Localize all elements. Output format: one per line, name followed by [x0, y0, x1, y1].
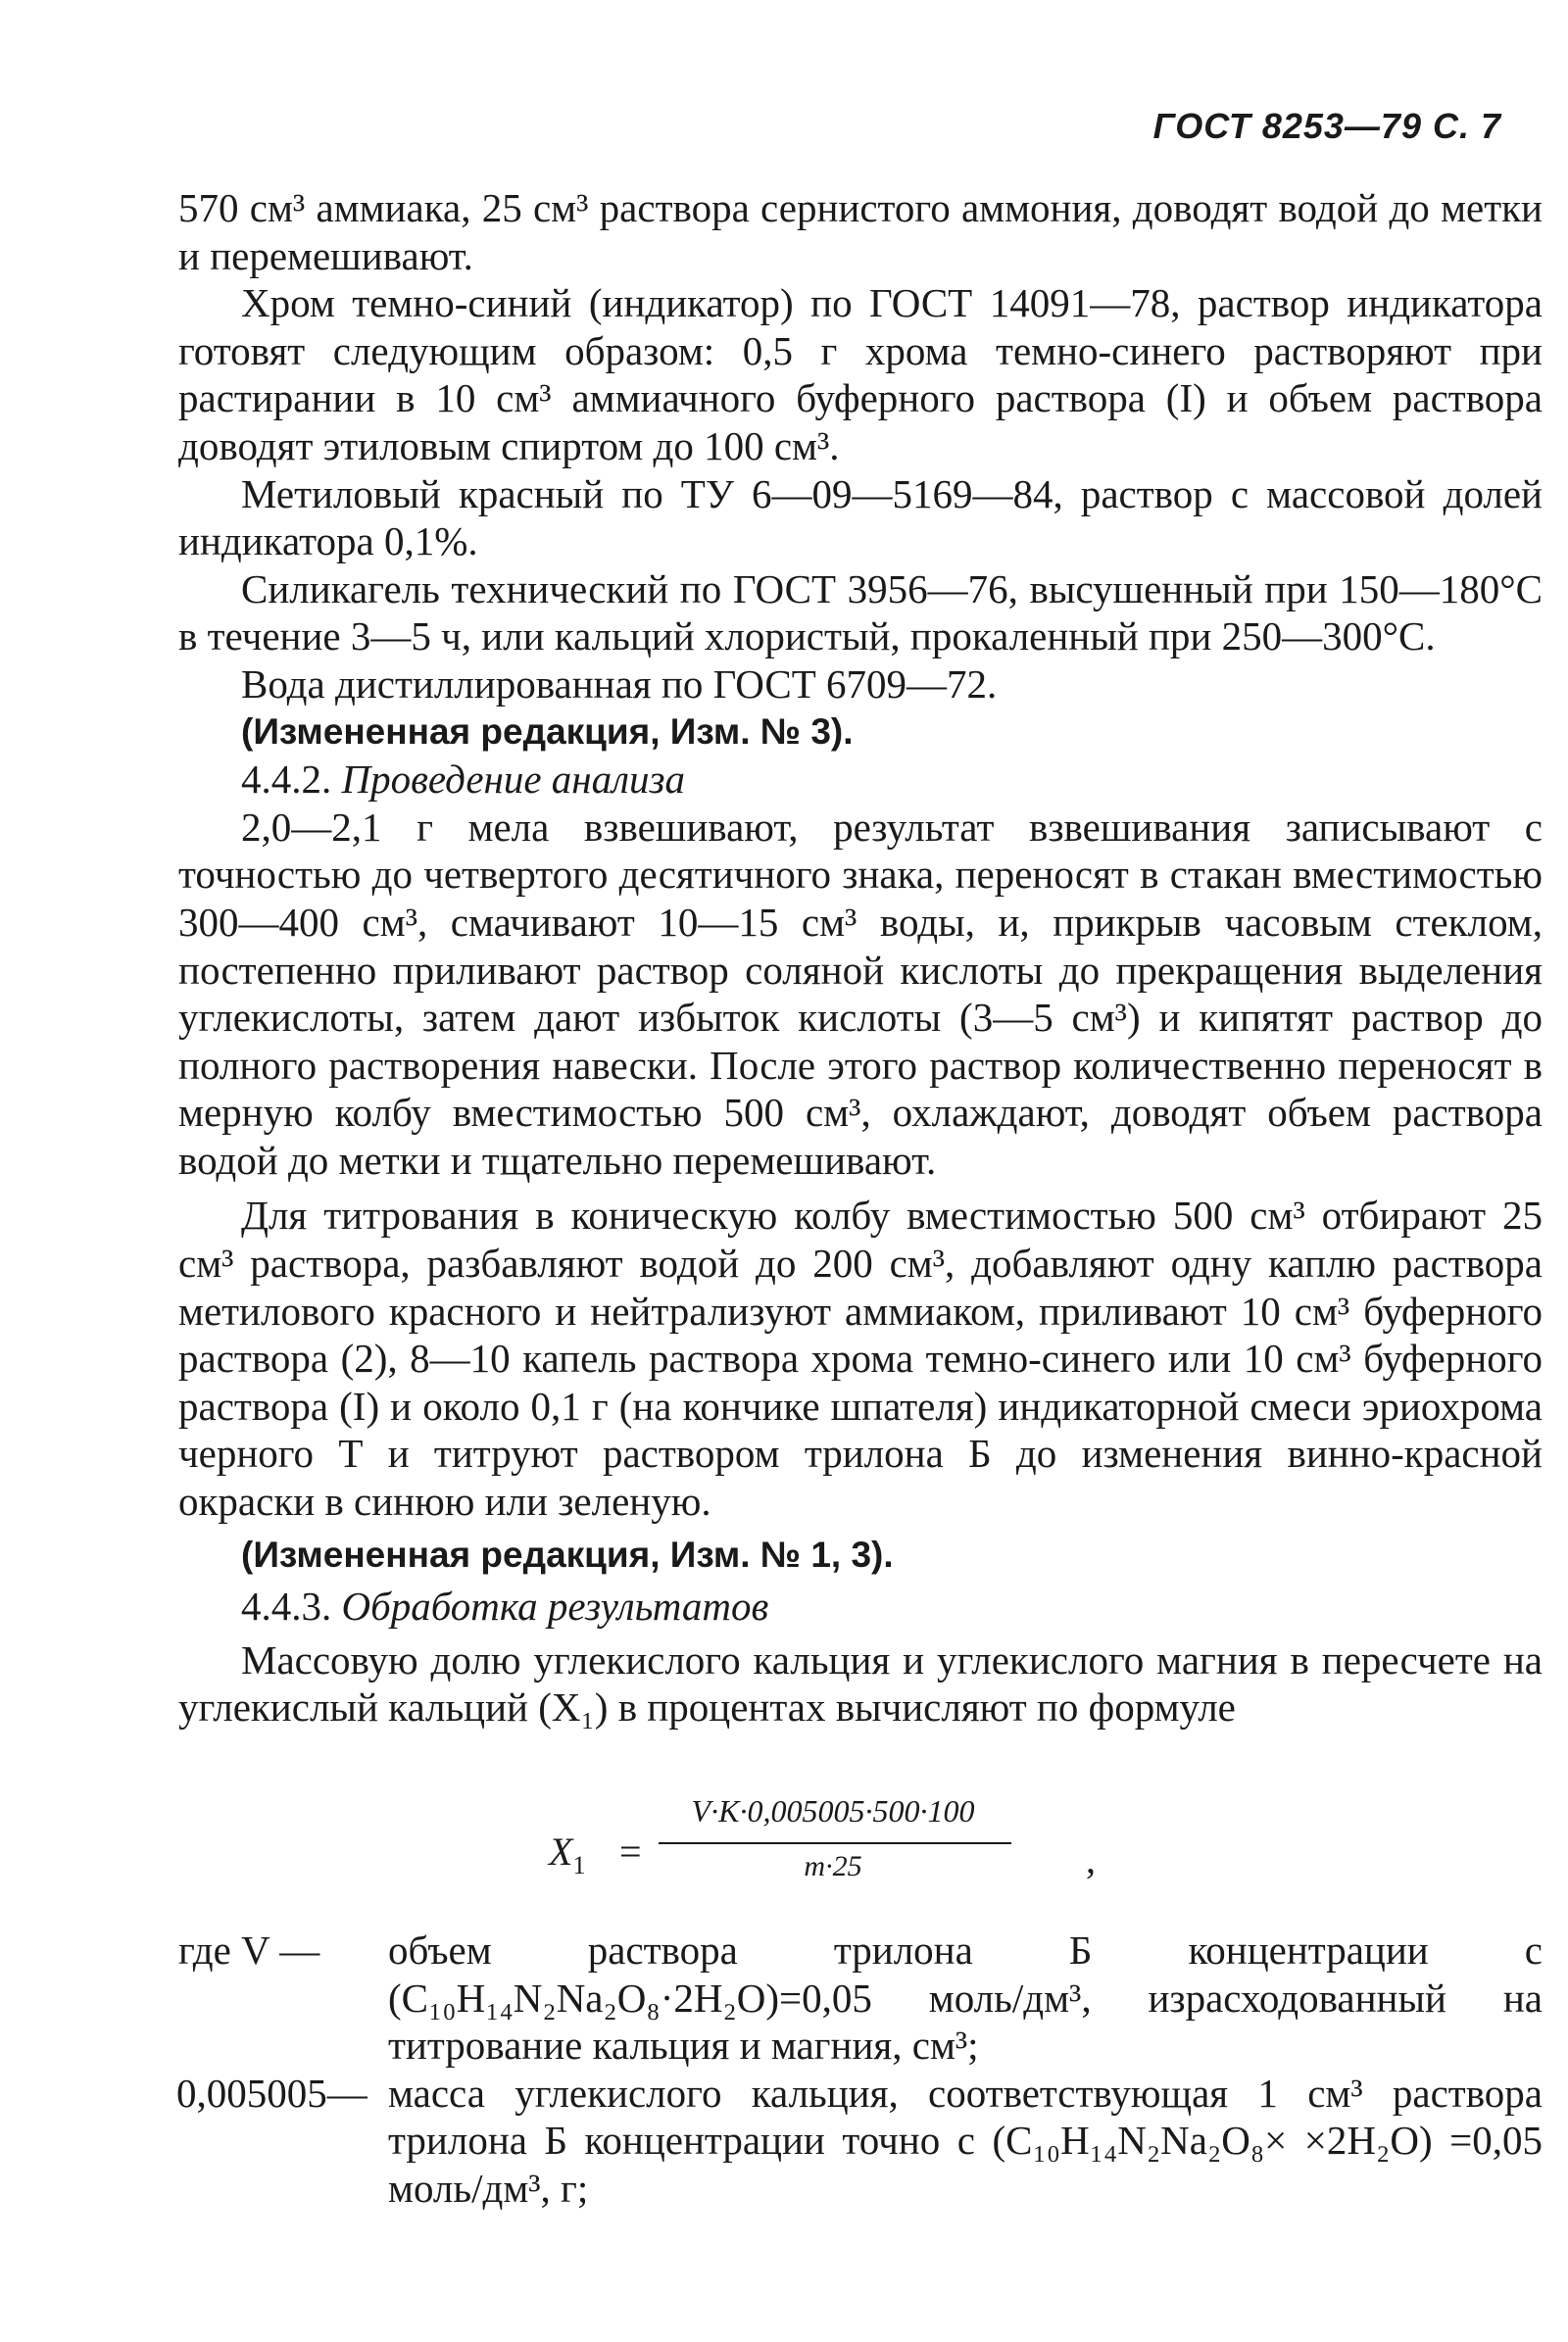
formula-denominator: m·25	[804, 1850, 862, 1882]
definition-item	[178, 2070, 1543, 2213]
body-text	[178, 184, 1543, 1732]
amendment-note: (Измененная редакция, Изм. № 3).	[241, 710, 854, 752]
formula	[549, 1793, 1098, 1901]
definition-item	[178, 1927, 1543, 2070]
paragraph: 2,0—2,1 г мела взвешивают, результат взвешивания записывают с точностью до четвертого десятичного знака, переносят в стакан вместимостью 300—400 см³, смачивают 10—15 см³ воды, и, прикрыв часовым стеклом, постепенно приливают раствор соляной кислоты до прекращения выделения углекислоты, затем дают избыток кислоты (3—5 см³) и кипятят раствор до полного растворения навески. После этого раствор количественно переносят в мерную колбу вместимостью 500 см³, охлаждают, доводят объем раствора водой до метки и тщательно перемешивают.	[178, 804, 1543, 1183]
paragraph: Массовую долю углекислого кальция и углекислого магния в пересчете на углекислый кальций (X₁) в процентах вычисляют по формуле	[178, 1636, 1543, 1731]
paragraph: Вода дистиллированная по ГОСТ 6709—72.	[241, 660, 998, 707]
formula-lhs: $X_1$	[549, 1830, 586, 1879]
definition-term: где V —	[178, 1927, 320, 1973]
variable-definitions	[178, 1927, 1543, 2213]
formula-numerator: V·K·0,005005·500·100	[691, 1793, 975, 1829]
section-number: 4.4.3.	[241, 1584, 332, 1630]
section-number: 4.4.2.	[241, 756, 332, 803]
section-heading-4-4-3	[178, 1583, 1543, 1631]
paragraph: 570 см³ аммиака, 25 см³ раствора сернистого аммония, доводят водой до метки и перемешивают.	[178, 185, 1543, 278]
definition-text: объем раствора трилона Б концентрации c (C₁₀H₁₄N₂Na₂O₈·2H₂O)=0,05 моль/дм³, израсходованный на титрование кальция и магния, см³;	[388, 1927, 1543, 2069]
section-title: Проведение анализа	[341, 756, 686, 803]
formula-comma: ,	[1086, 1837, 1096, 1881]
paragraph: Хром темно-синий (индикатор) по ГОСТ 14091—78, раствор индикатора готовят следующим образом: 0,5 г хрома темно-синего растворяют при растирании в 10 см³ аммиачного буферного раствора (I) и объем раствора доводят этиловым спиртом до 100 см³.	[178, 280, 1543, 468]
definition-term: 0,005005—	[176, 2070, 368, 2116]
section-heading-4-4-2	[178, 756, 1543, 804]
fraction-bar	[659, 1842, 1011, 1844]
amendment-note: (Измененная редакция, Изм. № 1, 3).	[241, 1534, 894, 1575]
paragraph: Для титрования в коническую колбу вместимостью 500 см³ отбирают 25 см³ раствора, разбавляют водой до 200 см³, добавляют одну каплю раствора метилового красного и нейтрализуют аммиаком, приливают 10 см³ буферного раствора (2), 8—10 капель раствора хрома темно-синего или 10 см³ буферного раствора (I) и около 0,1 г (на кончике шпателя) индикаторной смеси эриохрома черного Т и титруют раствором трилона Б до изменения винно-красной окраски в синюю или зеленую.	[178, 1193, 1543, 1525]
page-header: ГОСТ 8253—79 С. 7	[1152, 106, 1501, 146]
definition-text: масса углекислого кальция, соответствующая 1 см³ раствора трилона Б концентрации точно c (C₁₀H₁₄N₂Na₂O₈× ×2H₂O) =0,05 моль/дм³, г;	[388, 2070, 1543, 2211]
paragraph: Метиловый красный по ТУ 6—09—5169—84, раствор с массовой долей индикатора 0,1%.	[178, 470, 1543, 564]
paragraph: Силикагель технический по ГОСТ 3956—76, высушенный при 150—180°С в течение 3—5 ч, или кальций хлористый, прокаленный при 250—300°С.	[178, 565, 1543, 659]
formula-equals: =	[619, 1830, 642, 1874]
section-title: Обработка результатов	[341, 1584, 769, 1630]
